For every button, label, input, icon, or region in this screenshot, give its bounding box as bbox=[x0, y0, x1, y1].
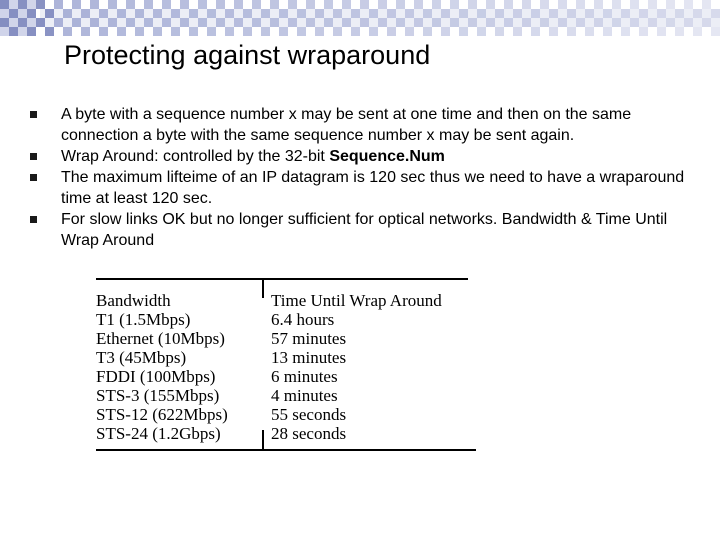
checker-square bbox=[135, 27, 144, 36]
checker-square bbox=[216, 18, 225, 27]
checker-square bbox=[225, 9, 234, 18]
checker-square bbox=[9, 0, 18, 9]
checker-square bbox=[594, 0, 603, 9]
checker-square bbox=[99, 9, 108, 18]
checker-square bbox=[18, 0, 27, 9]
checker-square bbox=[612, 18, 621, 27]
checker-square bbox=[648, 18, 657, 27]
checker-square bbox=[486, 18, 495, 27]
bullet-square-icon bbox=[30, 153, 37, 160]
checker-square bbox=[693, 27, 702, 36]
checker-square bbox=[414, 18, 423, 27]
checker-square bbox=[234, 18, 243, 27]
checker-square bbox=[207, 9, 216, 18]
checker-square bbox=[0, 18, 9, 27]
checker-square bbox=[441, 27, 450, 36]
table-cell: T1 (1.5Mbps) bbox=[96, 310, 191, 329]
table-header-time: Time Until Wrap Around bbox=[271, 291, 442, 310]
checker-square bbox=[225, 27, 234, 36]
checker-square bbox=[693, 9, 702, 18]
checker-square bbox=[315, 9, 324, 18]
checker-square bbox=[45, 27, 54, 36]
checker-square bbox=[621, 9, 630, 18]
checker-square bbox=[72, 18, 81, 27]
checker-square bbox=[585, 9, 594, 18]
table-cell: STS-3 (155Mbps) bbox=[96, 386, 220, 405]
checker-square bbox=[135, 9, 144, 18]
checker-square bbox=[558, 18, 567, 27]
checker-square bbox=[567, 27, 576, 36]
checker-square bbox=[117, 9, 126, 18]
checker-square bbox=[333, 9, 342, 18]
checker-square bbox=[495, 27, 504, 36]
checker-square bbox=[459, 9, 468, 18]
table-cell: 6 minutes bbox=[271, 367, 338, 386]
checker-square bbox=[432, 18, 441, 27]
checker-square bbox=[63, 9, 72, 18]
checker-square bbox=[72, 0, 81, 9]
checker-square bbox=[306, 18, 315, 27]
checker-square bbox=[27, 0, 36, 9]
checker-square bbox=[234, 0, 243, 9]
checker-square bbox=[585, 27, 594, 36]
checker-square bbox=[108, 0, 117, 9]
table-top-rule bbox=[96, 278, 468, 280]
checker-square bbox=[576, 18, 585, 27]
checker-square bbox=[162, 18, 171, 27]
checker-square bbox=[63, 27, 72, 36]
checker-square bbox=[711, 9, 720, 18]
table-cell: 28 seconds bbox=[271, 424, 347, 443]
checker-square bbox=[522, 0, 531, 9]
checker-square bbox=[0, 9, 9, 18]
checker-square bbox=[198, 18, 207, 27]
checker-square bbox=[90, 18, 99, 27]
checker-square bbox=[621, 27, 630, 36]
checker-square bbox=[639, 27, 648, 36]
table-column-time bbox=[271, 291, 442, 443]
checker-square bbox=[315, 27, 324, 36]
checker-square bbox=[630, 0, 639, 9]
checker-square bbox=[36, 0, 45, 9]
checker-square bbox=[153, 9, 162, 18]
table-cell: Ethernet (10Mbps) bbox=[96, 329, 225, 348]
checker-square bbox=[54, 18, 63, 27]
checker-square bbox=[180, 18, 189, 27]
checker-square bbox=[405, 9, 414, 18]
bullet-square-icon bbox=[30, 174, 37, 181]
checker-square bbox=[270, 18, 279, 27]
slide-title: Protecting against wraparound bbox=[64, 40, 431, 70]
checker-square bbox=[180, 0, 189, 9]
checker-square bbox=[504, 18, 513, 27]
checker-square bbox=[540, 18, 549, 27]
table-cell: 6.4 hours bbox=[271, 310, 335, 329]
checker-square bbox=[243, 27, 252, 36]
checker-square bbox=[90, 0, 99, 9]
checker-square bbox=[378, 18, 387, 27]
wraparound-table bbox=[96, 278, 476, 454]
checker-square bbox=[630, 18, 639, 27]
checker-square bbox=[18, 18, 27, 27]
checker-square bbox=[261, 27, 270, 36]
checker-square bbox=[657, 27, 666, 36]
checker-square bbox=[189, 27, 198, 36]
checker-square bbox=[711, 27, 720, 36]
bullet-item bbox=[30, 146, 690, 167]
checker-square bbox=[387, 27, 396, 36]
checker-square bbox=[423, 27, 432, 36]
checker-square bbox=[18, 9, 27, 18]
bullet-item bbox=[30, 209, 690, 251]
bullet-text: For slow links OK but no longer sufficient for optical networks. Bandwidth & Time Until Wrap Around bbox=[61, 211, 668, 249]
checker-square bbox=[198, 0, 207, 9]
checker-square bbox=[477, 9, 486, 18]
checker-square bbox=[684, 18, 693, 27]
checker-square bbox=[639, 9, 648, 18]
checker-square bbox=[279, 27, 288, 36]
checker-square bbox=[36, 18, 45, 27]
checker-square bbox=[207, 27, 216, 36]
checker-square bbox=[342, 18, 351, 27]
checker-square bbox=[603, 27, 612, 36]
checker-square bbox=[459, 27, 468, 36]
checker-square bbox=[441, 9, 450, 18]
checker-square bbox=[333, 27, 342, 36]
checker-square bbox=[396, 0, 405, 9]
checker-square bbox=[612, 0, 621, 9]
checker-square bbox=[675, 9, 684, 18]
table-column-divider bbox=[262, 278, 264, 298]
checker-square bbox=[549, 27, 558, 36]
bullet-list bbox=[30, 104, 690, 251]
checker-square bbox=[675, 27, 684, 36]
table-cell: FDDI (100Mbps) bbox=[96, 367, 216, 386]
checker-square bbox=[369, 9, 378, 18]
bullet-item bbox=[30, 104, 690, 146]
checker-square bbox=[81, 9, 90, 18]
bullet-text: A byte with a sequence number x may be sent at one time and then on the same connection a byte with the same sequence number x may be sent again. bbox=[61, 106, 632, 144]
checker-square bbox=[0, 27, 9, 36]
checker-square bbox=[27, 18, 36, 27]
checker-square bbox=[252, 18, 261, 27]
checker-square bbox=[702, 18, 711, 27]
checker-square bbox=[513, 27, 522, 36]
bullet-bold-term: Sequence.Num bbox=[329, 148, 445, 165]
checker-square bbox=[666, 0, 675, 9]
checker-square bbox=[306, 0, 315, 9]
checker-square bbox=[450, 18, 459, 27]
bullet-text: The maximum lifteime of an IP datagram is 120 sec thus we need to have a wraparound time at least 120 sec. bbox=[61, 169, 685, 207]
checker-square bbox=[369, 27, 378, 36]
checker-square bbox=[468, 0, 477, 9]
checker-square bbox=[486, 0, 495, 9]
checker-square bbox=[414, 0, 423, 9]
table-column-divider bbox=[262, 430, 264, 450]
checker-square bbox=[297, 9, 306, 18]
checker-square bbox=[9, 18, 18, 27]
checker-square bbox=[360, 0, 369, 9]
checker-square bbox=[531, 27, 540, 36]
checker-square bbox=[549, 9, 558, 18]
checker-square bbox=[270, 0, 279, 9]
checker-square bbox=[81, 27, 90, 36]
table-cell: T3 (45Mbps) bbox=[96, 348, 187, 367]
checker-square bbox=[144, 18, 153, 27]
checker-square bbox=[144, 0, 153, 9]
checker-square bbox=[18, 27, 27, 36]
checker-square bbox=[9, 27, 18, 36]
checker-square bbox=[648, 0, 657, 9]
checker-square bbox=[153, 27, 162, 36]
checker-square bbox=[342, 0, 351, 9]
checker-square bbox=[45, 9, 54, 18]
checker-square bbox=[108, 18, 117, 27]
checker-square bbox=[405, 27, 414, 36]
table-column-bandwidth bbox=[96, 291, 228, 443]
checker-square bbox=[189, 9, 198, 18]
checker-square bbox=[162, 0, 171, 9]
checker-square bbox=[288, 18, 297, 27]
checker-square bbox=[477, 27, 486, 36]
checker-square bbox=[297, 27, 306, 36]
checker-square bbox=[324, 0, 333, 9]
checker-square bbox=[99, 27, 108, 36]
checker-square bbox=[594, 18, 603, 27]
checker-square bbox=[387, 9, 396, 18]
table-cell: 4 minutes bbox=[271, 386, 338, 405]
checker-square bbox=[360, 18, 369, 27]
checker-square bbox=[351, 9, 360, 18]
decorative-checker-band bbox=[0, 0, 720, 40]
checker-square bbox=[171, 9, 180, 18]
bullet-text: Wrap Around: controlled by the 32-bit bbox=[61, 148, 330, 165]
checker-square bbox=[117, 27, 126, 36]
bullet-square-icon bbox=[30, 111, 37, 118]
table-header-bandwidth: Bandwidth bbox=[96, 291, 171, 310]
checker-square bbox=[504, 0, 513, 9]
checker-square bbox=[351, 27, 360, 36]
table-cell: STS-12 (622Mbps) bbox=[96, 405, 228, 424]
checker-square bbox=[0, 0, 9, 9]
table-bottom-rule bbox=[96, 449, 476, 451]
bullet-square-icon bbox=[30, 216, 37, 223]
table-cell: 57 minutes bbox=[271, 329, 347, 348]
checker-square bbox=[27, 27, 36, 36]
table-cell: STS-24 (1.2Gbps) bbox=[96, 424, 221, 443]
checker-square bbox=[684, 0, 693, 9]
checker-square bbox=[27, 9, 36, 18]
checker-square bbox=[468, 18, 477, 27]
checker-square bbox=[216, 0, 225, 9]
checker-square bbox=[252, 0, 261, 9]
checker-square bbox=[495, 9, 504, 18]
checker-square bbox=[126, 0, 135, 9]
checker-square bbox=[513, 9, 522, 18]
checker-square bbox=[378, 0, 387, 9]
checker-square bbox=[9, 9, 18, 18]
checker-square bbox=[243, 9, 252, 18]
checker-square bbox=[603, 9, 612, 18]
checker-square bbox=[657, 9, 666, 18]
checker-square bbox=[702, 0, 711, 9]
checker-square bbox=[324, 18, 333, 27]
checker-square bbox=[576, 0, 585, 9]
checker-square bbox=[279, 9, 288, 18]
checker-square bbox=[522, 18, 531, 27]
checker-square bbox=[432, 0, 441, 9]
checker-square bbox=[567, 9, 576, 18]
checker-square bbox=[558, 0, 567, 9]
checker-square bbox=[288, 0, 297, 9]
checker-square bbox=[126, 18, 135, 27]
checker-square bbox=[423, 9, 432, 18]
checker-square bbox=[54, 0, 63, 9]
table-cell: 13 minutes bbox=[271, 348, 347, 367]
checker-square bbox=[540, 0, 549, 9]
table-cell: 55 seconds bbox=[271, 405, 347, 424]
checker-square bbox=[171, 27, 180, 36]
checker-square bbox=[666, 18, 675, 27]
checker-square bbox=[450, 0, 459, 9]
checker-square bbox=[396, 18, 405, 27]
bullet-item bbox=[30, 167, 690, 209]
checker-square bbox=[531, 9, 540, 18]
checker-square bbox=[261, 9, 270, 18]
